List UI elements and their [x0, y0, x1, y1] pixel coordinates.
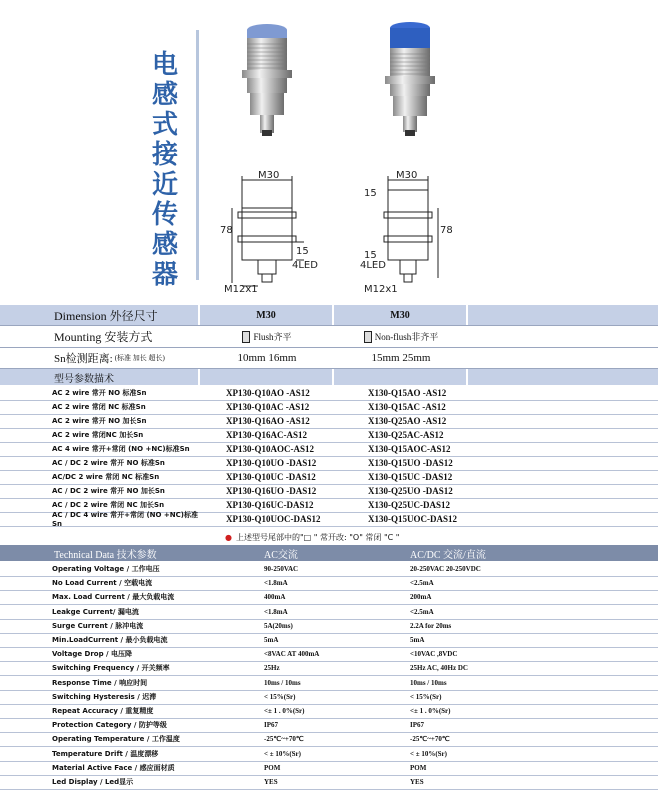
dimension-v2: M30: [334, 305, 468, 325]
tech-row: [0, 775, 658, 790]
tech-ac-value: 5mA: [264, 636, 279, 644]
tech-ac-value: IP67: [264, 721, 278, 730]
tech-header-row: [0, 545, 658, 561]
model-nonflush: X130-Q15AOC-AS12: [368, 444, 451, 454]
dimension-label: Dimension 外径尺寸: [0, 305, 200, 325]
model-label: AC / DC 2 wire 常开 NO 标准Sn: [52, 459, 165, 467]
dim-top-label: M30: [396, 170, 418, 181]
dim-led-label: 4LED: [292, 260, 318, 271]
model-label: AC 2 wire 常闭NC 加长Sn: [52, 431, 144, 439]
tech-header-v1: AC交流: [264, 549, 298, 561]
dim-conn-label: M12x1: [364, 284, 398, 295]
sn-label: [0, 348, 200, 368]
title-char: 电: [151, 50, 178, 80]
title-char: 近: [151, 170, 178, 200]
tech-acdc-value: YES: [410, 778, 424, 786]
tech-acdc-value: IP67: [410, 721, 424, 730]
mounting-v2: [334, 326, 468, 347]
model-flush: XP130-Q10AOC-AS12: [226, 444, 314, 454]
model-nonflush: X130-Q25AC-AS12: [368, 430, 444, 440]
tech-ac-value: < ± 10%(Sr): [264, 749, 301, 758]
model-row: [0, 414, 658, 429]
model-flush: XP130-Q16UO -DAS12: [226, 486, 317, 496]
model-flush: XP130-Q10UOC-DAS12: [226, 514, 321, 524]
model-nonflush: X130-Q25UC-DAS12: [368, 500, 450, 510]
tech-label: Min.LoadCurrent / 最小负载电流: [52, 636, 168, 644]
tech-acdc-value: 25Hz AC, 40Hz DC: [410, 664, 468, 673]
tech-ac-value: 400mA: [264, 593, 286, 602]
model-row: [0, 428, 658, 443]
model-flush: XP130-Q16AO -AS12: [226, 416, 310, 426]
tech-acdc-value: < 15%(Sr): [410, 692, 442, 701]
model-label: AC 2 wire 常闭 NC 标准Sn: [52, 403, 146, 411]
tech-row: [0, 676, 658, 691]
model-nonflush: X130-Q25UO -DAS12: [368, 486, 453, 496]
model-nonflush: X130-Q15AO -AS12: [368, 388, 447, 398]
mounting-v2-text: Non-flush非齐平: [374, 332, 439, 342]
tech-label: Operating Voltage / 工作电压: [52, 565, 160, 573]
tech-row: [0, 562, 658, 577]
tech-ac-value: -25℃~+70℃: [264, 735, 304, 744]
model-row: [0, 484, 658, 499]
drawing-flush: [218, 168, 328, 298]
model-nonflush: X130-Q15AC -AS12: [368, 402, 446, 412]
nonflush-icon: [364, 331, 372, 343]
dim-top-label: M30: [258, 170, 280, 181]
flush-icon: [242, 331, 250, 343]
tech-header-label: Technical Data 技术参数: [54, 549, 157, 561]
tech-acdc-value: <10VAC ,8VDC: [410, 650, 458, 659]
model-label: AC 2 wire 常开 NO 标准Sn: [52, 389, 147, 397]
tech-label: Surge Current / 脉冲电流: [52, 621, 144, 630]
model-label: AC/DC 2 wire 常闭 NC 标准Sn: [52, 473, 160, 481]
model-label: AC 2 wire 常开 NO 加长Sn: [52, 417, 147, 425]
model-flush: XP130-Q10UC -DAS12: [226, 472, 316, 482]
tech-ac-value: 5A(20ms): [264, 621, 293, 630]
tech-acdc-value: 5mA: [410, 636, 425, 644]
mounting-v1-text: Flush齐平: [253, 332, 292, 342]
model-label: AC / DC 4 wire 常开+常闭 (NO +NC)标准Sn: [52, 511, 198, 528]
title-char: 感: [151, 80, 178, 110]
model-row: [0, 386, 658, 401]
tech-ac-value: <8VAC AT 400mA: [264, 650, 320, 659]
tech-row: [0, 747, 658, 762]
dim-top-gap: 15: [364, 188, 377, 199]
tech-row: [0, 704, 658, 719]
model-flush: XP130-Q10AO -AS12: [226, 388, 310, 398]
tech-acdc-value: <2.5mA: [410, 607, 434, 616]
bullet-icon: ●: [225, 532, 232, 542]
tech-label: Switching Hysteresis / 迟滞: [52, 692, 157, 701]
model-nonflush: X130-Q15UO -DAS12: [368, 458, 453, 468]
tech-ac-value: 25Hz: [264, 664, 280, 673]
sn-v2: 15mm 25mm: [371, 352, 431, 364]
dim-led-label: 4LED: [360, 260, 386, 271]
page-title: [148, 50, 182, 290]
drawing-nonflush: [358, 168, 468, 298]
model-row: [0, 512, 658, 527]
model-row: [0, 400, 658, 415]
tech-acdc-value: < ± 10%(Sr): [410, 749, 447, 758]
tech-label: Max. Load Current / 最大负载电流: [52, 593, 175, 602]
tech-row: [0, 576, 658, 591]
model-row: [0, 470, 658, 485]
tech-ac-value: YES: [264, 778, 278, 786]
sn-label-text: Sn检测距离:: [54, 353, 113, 365]
title-char: 器: [151, 260, 178, 290]
sensor-photo-nonflush: [375, 18, 445, 138]
mounting-label: Mounting 安装方式: [54, 330, 153, 344]
tech-ac-value: 10ms / 10ms: [264, 678, 301, 687]
tech-row: [0, 690, 658, 705]
title-char: 式: [151, 110, 178, 140]
tech-label: Switching Frequency / 开关频率: [52, 664, 170, 673]
model-flush: XP130-Q10AC -AS12: [226, 402, 310, 412]
tech-label: Temperature Drift / 温度漂移: [52, 749, 159, 758]
dim-conn-label: M12x1: [224, 284, 258, 295]
title-char: 感: [151, 230, 178, 260]
tech-acdc-value: -25℃~+70℃: [410, 735, 450, 744]
tech-row: [0, 590, 658, 605]
dimension-row: [0, 305, 658, 325]
dim-side-label: 78: [220, 225, 233, 236]
model-nonflush: X130-Q15UC -DAS12: [368, 472, 453, 482]
tech-acdc-value: 200mA: [410, 593, 432, 602]
tech-row: [0, 605, 658, 620]
dim-gap-label: 15: [296, 246, 309, 257]
tech-label: Repeat Accuracy / 重复精度: [52, 707, 154, 715]
sn-label-note: (标准 加长 超长): [114, 354, 165, 362]
sensor-photo-flush: [232, 18, 302, 138]
tech-acdc-value: 10ms / 10ms: [410, 678, 447, 687]
model-nonflush: X130-Q15UOC-DAS12: [368, 514, 457, 524]
model-label: AC 4 wire 常开+常闭 (NO +NC)标准Sn: [52, 445, 190, 453]
dim-side-label: 78: [440, 225, 453, 236]
title-char: 传: [151, 200, 178, 230]
tech-label: Leakge Current/ 漏电流: [52, 607, 139, 616]
tech-row: [0, 718, 658, 733]
model-row: [0, 442, 658, 457]
tech-row: [0, 619, 658, 634]
tech-acdc-value: <± 1 . 0%(Sr): [410, 707, 451, 715]
model-label: AC / DC 2 wire 常开 NO 加长Sn: [52, 487, 165, 495]
mounting-row: [0, 326, 658, 347]
tech-ac-value: 90-250VAC: [264, 565, 299, 573]
model-note: [0, 530, 658, 544]
tech-label: Response Time / 响应时间: [52, 678, 148, 687]
sn-row: [0, 348, 658, 368]
tech-ac-value: POM: [264, 763, 281, 772]
tech-row: [0, 647, 658, 662]
tech-ac-value: <± 1 . 0%(Sr): [264, 707, 305, 715]
mounting-v1: [200, 326, 334, 347]
dim-gap-label: 15: [364, 250, 377, 261]
models-header: 型号参数描术: [0, 369, 200, 385]
tech-label: Led Display / Led显示: [52, 778, 134, 786]
tech-acdc-value: <2.5mA: [410, 579, 434, 588]
title-char: 接: [151, 140, 178, 170]
dimension-v1: M30: [200, 305, 334, 325]
tech-label: Material Active Face / 感应面材质: [52, 763, 175, 772]
title-divider: [196, 30, 199, 280]
model-label: AC / DC 2 wire 常闭 NC 加长Sn: [52, 501, 165, 509]
sn-v1: 10mm 16mm: [237, 352, 297, 364]
tech-label: Voltage Drop / 电压降: [52, 650, 133, 659]
tech-ac-value: <1.8mA: [264, 607, 288, 616]
tech-acdc-value: POM: [410, 763, 427, 772]
tech-row: [0, 761, 658, 776]
tech-header-v2: AC/DC 交流/直流: [410, 549, 486, 561]
model-flush: XP130-Q16AC-AS12: [226, 430, 307, 440]
tech-label: Protection Category / 防护等级: [52, 721, 167, 730]
tech-label: No Load Current / 空载电流: [52, 579, 153, 588]
models-header-row: [0, 369, 658, 385]
tech-ac-value: < 15%(Sr): [264, 692, 296, 701]
tech-label: Operating Temperature / 工作温度: [52, 735, 180, 744]
tech-ac-value: <1.8mA: [264, 579, 288, 588]
tech-row: [0, 661, 658, 676]
model-row: [0, 456, 658, 471]
model-flush: XP130-Q16UC-DAS12: [226, 500, 314, 510]
model-nonflush: X130-Q25AO -AS12: [368, 416, 447, 426]
note-text: 上述型号尾部中的"□ " 常开改: "O" 常闭 "C ": [235, 532, 400, 542]
tech-acdc-value: 20-250VAC 20-250VDC: [410, 565, 481, 573]
tech-row: [0, 732, 658, 747]
model-flush: XP130-Q10UO -DAS12: [226, 458, 317, 468]
tech-acdc-value: 2.2A for 20ms: [410, 621, 452, 630]
tech-row: [0, 633, 658, 648]
